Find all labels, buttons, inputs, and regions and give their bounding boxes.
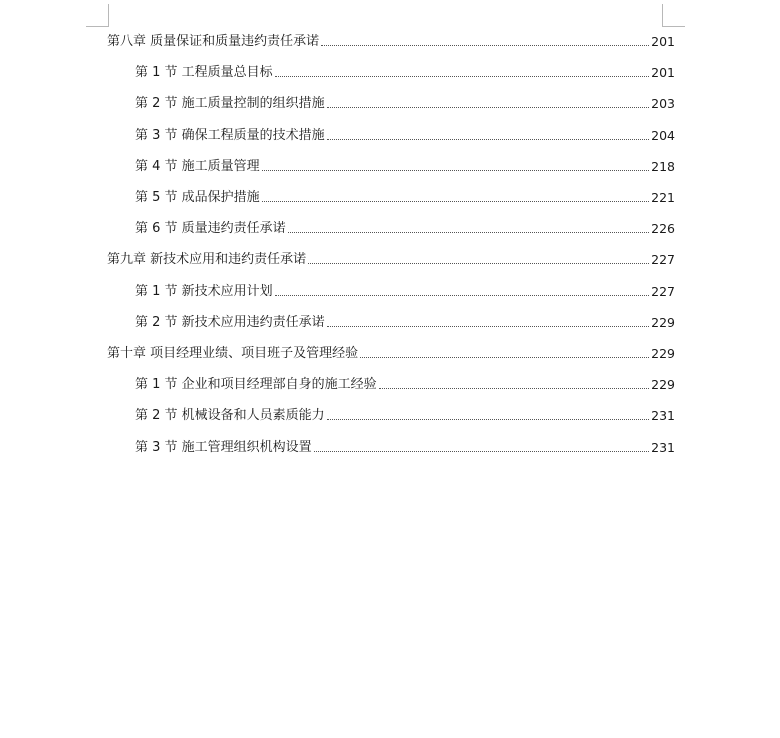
toc-page-number: 229	[651, 346, 675, 361]
toc-page-number: 201	[651, 34, 675, 49]
crop-mark-top-right	[662, 4, 685, 27]
toc-entry-title: 第 3 节 确保工程质量的技术措施	[135, 127, 325, 143]
toc-page-number: 231	[651, 439, 675, 455]
toc-entry-title: 第九章 新技术应用和违约责任承诺	[107, 252, 307, 268]
toc-chapter-entry[interactable]	[107, 28, 675, 50]
toc-page-number: 231	[651, 408, 675, 424]
toc-page-number: 218	[651, 158, 675, 174]
toc-section-entry[interactable]	[135, 215, 675, 237]
dot-leader	[275, 76, 649, 77]
toc-section-entry[interactable]	[135, 371, 675, 393]
toc-section-entry[interactable]	[135, 153, 675, 175]
dot-leader	[288, 232, 649, 233]
toc-section-entry[interactable]	[135, 309, 675, 331]
toc-section-entry[interactable]	[135, 434, 675, 456]
toc-page-number: 226	[651, 221, 675, 237]
toc-page-number: 221	[651, 190, 675, 205]
dot-leader	[379, 388, 649, 389]
dot-leader	[262, 201, 649, 202]
dot-leader	[327, 326, 649, 327]
toc-page-number: 227	[651, 283, 675, 299]
toc-entry-title: 第十章 项目经理业绩、项目班子及管理经验	[107, 346, 359, 361]
crop-mark-top-left	[86, 4, 109, 27]
dot-leader	[327, 419, 649, 420]
toc-entry-title: 第 1 节 企业和项目经理部自身的施工经验	[135, 377, 377, 393]
dot-leader	[327, 107, 649, 108]
toc-chapter-entry[interactable]	[107, 246, 675, 268]
toc-page-number: 203	[651, 96, 675, 112]
toc-page-number: 227	[651, 252, 675, 268]
toc-page-number: 204	[651, 127, 675, 143]
toc-section-entry[interactable]	[135, 184, 675, 206]
toc-section-entry[interactable]	[135, 90, 675, 112]
toc-chapter-entry[interactable]	[107, 340, 675, 362]
dot-leader	[321, 45, 649, 46]
dot-leader	[327, 139, 649, 140]
toc-section-entry[interactable]	[135, 122, 675, 144]
toc-entry-title: 第 2 节 新技术应用违约责任承诺	[135, 314, 325, 330]
toc-entry-title: 第 2 节 施工质量控制的组织措施	[135, 96, 325, 112]
toc-page-number: 229	[651, 377, 675, 393]
toc-section-entry[interactable]	[135, 402, 675, 424]
toc-section-entry[interactable]	[135, 59, 675, 81]
dot-leader	[308, 263, 649, 264]
dot-leader	[262, 170, 649, 171]
dot-leader	[360, 357, 649, 358]
toc-entry-title: 第 3 节 施工管理组织机构设置	[135, 439, 312, 455]
toc-entry-title: 第 1 节 工程质量总目标	[135, 65, 273, 81]
toc-entry-title: 第 6 节 质量违约责任承诺	[135, 221, 286, 237]
toc-entry-title: 第 2 节 机械设备和人员素质能力	[135, 408, 325, 424]
dot-leader	[314, 451, 649, 452]
toc-section-entry[interactable]	[135, 278, 675, 300]
toc-entry-title: 第八章 质量保证和质量违约责任承诺	[107, 34, 320, 49]
toc-entry-title: 第 5 节 成品保护措施	[135, 190, 260, 205]
toc-page-number: 201	[651, 65, 675, 81]
toc-entry-title: 第 1 节 新技术应用计划	[135, 283, 273, 299]
dot-leader	[275, 295, 649, 296]
toc-page-number: 229	[651, 314, 675, 330]
toc-entry-title: 第 4 节 施工质量管理	[135, 158, 260, 174]
